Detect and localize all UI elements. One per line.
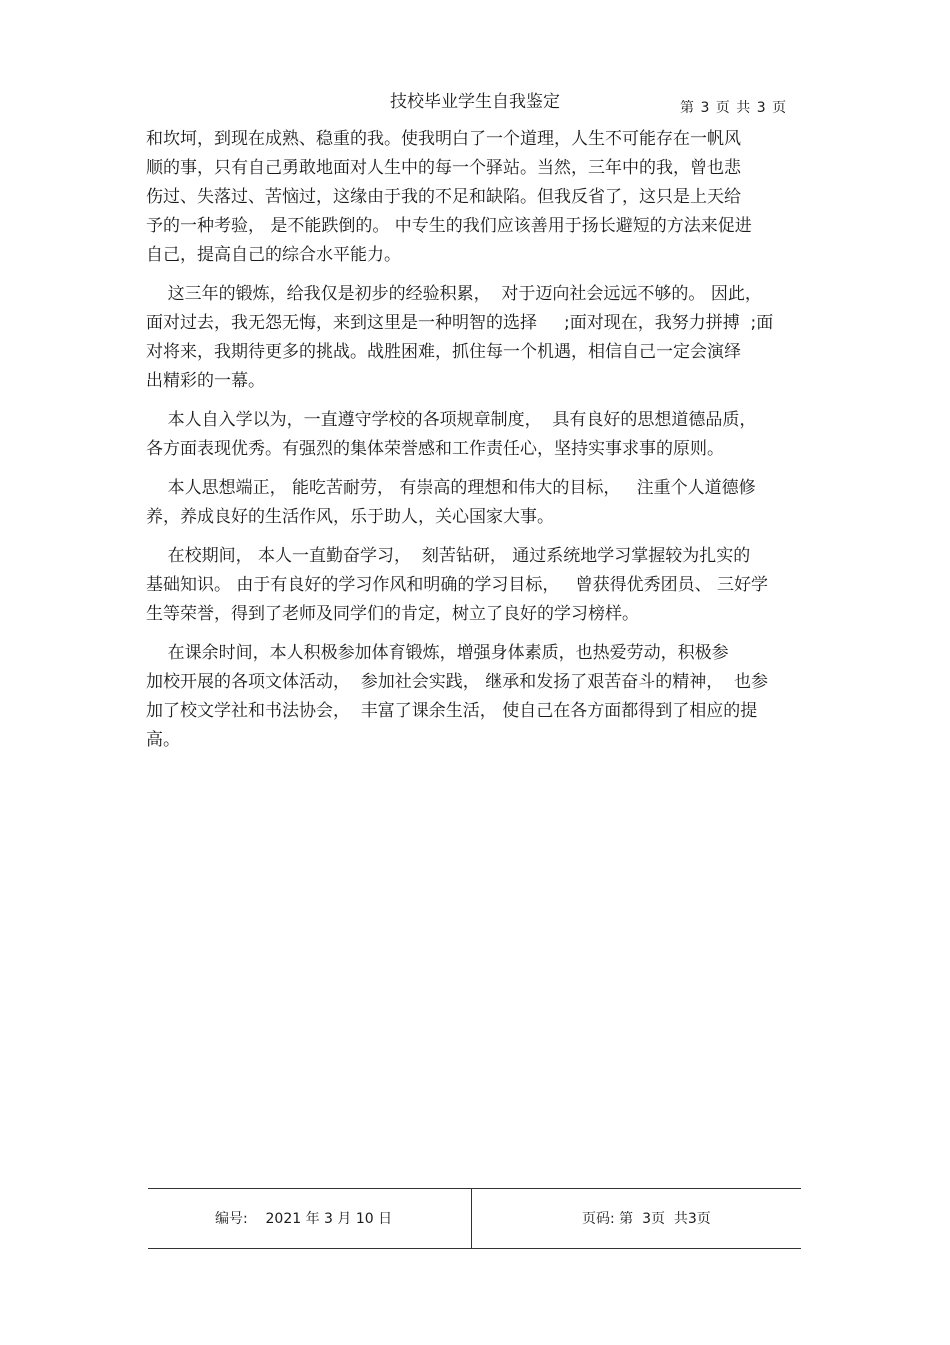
footer-column-divider [471, 1188, 472, 1248]
paragraph [146, 406, 806, 464]
text-line: 和坎坷，到现在成熟、稳重的我。使我明白了一个道理，人生不可能存在一帆风 [146, 129, 741, 149]
text-line: 各方面表现优秀。有强烈的集体荣誉感和工作责任心，坚持实事求事的原则。 [146, 439, 724, 459]
page-counter: 第 3 页 共 3 页 [680, 100, 788, 116]
text-line: 这三年的锻炼，给我仅是初步的经验积累， 对于迈向社会远远不够的。 因此， [146, 284, 762, 304]
text-line: 予的一种考验， 是不能跌倒的。 中专生的我们应该善用于扬长避短的方法来促进 [146, 216, 752, 236]
footer-bottom-divider [148, 1248, 801, 1249]
text-line: 基础知识。 由于有良好的学习作风和明确的学习目标， 曾获得优秀团员、 三好学 [146, 575, 769, 595]
text-line: 对将来，我期待更多的挑战。战胜困难，抓住每一个机遇，相信自己一定会演绎 [146, 342, 741, 362]
footer-top-divider [148, 1188, 801, 1189]
paragraph [146, 542, 806, 629]
document-title: 技校毕业学生自我鉴定 [390, 92, 560, 112]
text-line: 顺的事，只有自己勇敢地面对人生中的每一个驿站。当然，三年中的我，曾也悲 [146, 158, 741, 178]
text-line: 本人思想端正， 能吃苦耐劳， 有崇高的理想和伟大的目标， 注重个人道德修 [146, 478, 756, 498]
text-line: 面对过去，我无怨无悔，来到这里是一种明智的选择 ;面对现在，我努力拼搏 ;面 [146, 313, 774, 333]
text-line: 高。 [146, 730, 180, 750]
footer-page-number: 页码: 第 3页 共3页 [582, 1211, 711, 1227]
footer-date: 编号: 2021 年 3 月 10 日 [215, 1211, 393, 1227]
text-line: 加校开展的各项文体活动， 参加社会实践， 继承和发扬了艰苦奋斗的精神， 也参 [146, 672, 769, 692]
paragraph [146, 474, 806, 532]
text-line: 在课余时间，本人积极参加体育锻炼，增强身体素质，也热爱劳动，积极参 [146, 643, 729, 663]
text-line: 本人自入学以为，一直遵守学校的各项规章制度， 具有良好的思想道德品质， [146, 410, 757, 430]
paragraph [146, 280, 806, 396]
text-line: 自己，提高自己的综合水平能力。 [146, 245, 401, 265]
document-body [146, 125, 806, 755]
paragraph [146, 125, 806, 270]
text-line: 养，养成良好的生活作风，乐于助人，关心国家大事。 [146, 507, 554, 527]
text-line: 在校期间， 本人一直勤奋学习， 刻苦钻研， 通过系统地学习掌握较为扎实的 [146, 546, 751, 566]
paragraph [146, 639, 806, 755]
text-line: 加了校文学社和书法协会， 丰富了课余生活， 使自己在各方面都得到了相应的提 [146, 701, 758, 721]
text-line: 伤过、失落过、苦恼过，这缘由于我的不足和缺陷。但我反省了，这只是上天给 [146, 187, 741, 207]
text-line: 生等荣誉，得到了老师及同学们的肯定，树立了良好的学习榜样。 [146, 604, 639, 624]
text-line: 出精彩的一幕。 [146, 371, 265, 391]
